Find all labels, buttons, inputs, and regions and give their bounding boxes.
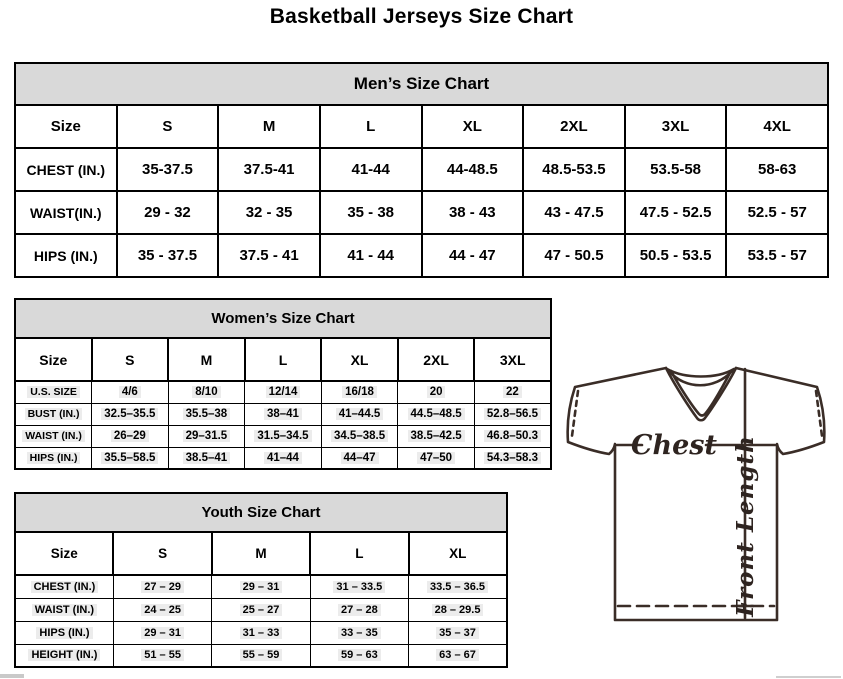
size-value: 22 [474, 381, 551, 403]
table-title: Youth Size Chart [15, 493, 507, 532]
size-value: 8/10 [168, 381, 245, 403]
row-label: U.S. SIZE [15, 381, 92, 403]
row-label: HEIGHT (IN.) [15, 644, 113, 667]
size-value: 32.5–35.5 [92, 403, 169, 425]
table-row [15, 381, 551, 403]
mens-size-table [14, 62, 829, 278]
column-header: S [113, 532, 211, 575]
horizontal-scrollbar-thumb-right[interactable] [776, 676, 841, 678]
size-value: 41-44 [320, 148, 422, 191]
size-value: 37.5-41 [218, 148, 320, 191]
row-label: CHEST (IN.) [15, 148, 117, 191]
table-title: Women’s Size Chart [15, 299, 551, 338]
chest-label: Chest [631, 430, 717, 461]
row-label: WAIST (IN.) [15, 425, 92, 447]
collar-back-arc-1 [667, 369, 734, 377]
row-label: HIPS (IN.) [15, 621, 113, 644]
size-value: 38–41 [245, 403, 322, 425]
row-label: WAIST (IN.) [15, 598, 113, 621]
table-row [15, 403, 551, 425]
size-value: 4/6 [92, 381, 169, 403]
size-value: 53.5 - 57 [726, 234, 828, 277]
size-value: 46.8–50.3 [474, 425, 551, 447]
size-value: 20 [398, 381, 475, 403]
column-header: L [320, 105, 422, 148]
size-value: 29 - 32 [117, 191, 219, 234]
size-value: 26–29 [92, 425, 169, 447]
column-header: L [245, 338, 322, 381]
size-value: 31 – 33.5 [310, 575, 408, 598]
horizontal-scrollbar-thumb-left[interactable] [0, 674, 24, 678]
size-value: 43 - 47.5 [523, 191, 625, 234]
size-value: 38 - 43 [422, 191, 524, 234]
size-value: 35 – 37 [409, 621, 507, 644]
size-value: 63 – 67 [409, 644, 507, 667]
size-value: 44-48.5 [422, 148, 524, 191]
table-title: Men’s Size Chart [15, 63, 828, 105]
size-value: 53.5-58 [625, 148, 727, 191]
column-header: XL [409, 532, 507, 575]
size-value: 47–50 [398, 447, 475, 469]
size-value: 52.5 - 57 [726, 191, 828, 234]
jersey-diagram [563, 364, 831, 626]
size-value: 35 - 38 [320, 191, 422, 234]
size-value: 27 – 29 [113, 575, 211, 598]
size-value: 47 - 50.5 [523, 234, 625, 277]
size-value: 41–44 [245, 447, 322, 469]
column-header: 3XL [474, 338, 551, 381]
table-row [15, 148, 828, 191]
size-value: 16/18 [321, 381, 398, 403]
table-row [15, 191, 828, 234]
size-value: 55 – 59 [212, 644, 310, 667]
size-value: 44–47 [321, 447, 398, 469]
column-header: Size [15, 338, 92, 381]
column-header: 4XL [726, 105, 828, 148]
size-value: 31.5–34.5 [245, 425, 322, 447]
column-header: XL [321, 338, 398, 381]
size-value: 35 - 37.5 [117, 234, 219, 277]
size-value: 32 - 35 [218, 191, 320, 234]
size-value: 38.5–41 [168, 447, 245, 469]
column-header: 2XL [523, 105, 625, 148]
column-header: XL [422, 105, 524, 148]
jersey-outline [568, 368, 825, 620]
size-value: 37.5 - 41 [218, 234, 320, 277]
size-value: 29–31.5 [168, 425, 245, 447]
size-value: 52.8–56.5 [474, 403, 551, 425]
table-row [15, 425, 551, 447]
row-label: BUST (IN.) [15, 403, 92, 425]
size-value: 35.5–58.5 [92, 447, 169, 469]
column-header: Size [15, 105, 117, 148]
table-row [15, 598, 507, 621]
size-value: 35-37.5 [117, 148, 219, 191]
table-row [15, 447, 551, 469]
row-label: HIPS (IN.) [15, 234, 117, 277]
size-value: 58-63 [726, 148, 828, 191]
row-label: HIPS (IN.) [15, 447, 92, 469]
size-value: 12/14 [245, 381, 322, 403]
size-value: 38.5–42.5 [398, 425, 475, 447]
table-row [15, 234, 828, 277]
size-value: 29 – 31 [212, 575, 310, 598]
size-value: 33.5 – 36.5 [409, 575, 507, 598]
column-header: L [310, 532, 408, 575]
size-value: 31 – 33 [212, 621, 310, 644]
size-value: 59 – 63 [310, 644, 408, 667]
table-row [15, 621, 507, 644]
youth-size-table [14, 492, 508, 668]
size-value: 44.5–48.5 [398, 403, 475, 425]
size-value: 41 - 44 [320, 234, 422, 277]
column-header: M [168, 338, 245, 381]
size-value: 51 – 55 [113, 644, 211, 667]
row-label: CHEST (IN.) [15, 575, 113, 598]
row-label: WAIST(IN.) [15, 191, 117, 234]
size-value: 28 – 29.5 [409, 598, 507, 621]
page-title: Basketball Jerseys Size Chart [269, 5, 574, 28]
size-value: 35.5–38 [168, 403, 245, 425]
size-value: 47.5 - 52.5 [625, 191, 727, 234]
size-value: 44 - 47 [422, 234, 524, 277]
column-header: 3XL [625, 105, 727, 148]
table-row [15, 575, 507, 598]
size-value: 33 – 35 [310, 621, 408, 644]
column-header: S [117, 105, 219, 148]
table-row [15, 644, 507, 667]
size-value: 24 – 25 [113, 598, 211, 621]
size-value: 50.5 - 53.5 [625, 234, 727, 277]
size-value: 25 – 27 [212, 598, 310, 621]
column-header: M [218, 105, 320, 148]
column-header: S [92, 338, 169, 381]
column-header: M [212, 532, 310, 575]
size-value: 34.5–38.5 [321, 425, 398, 447]
size-value: 48.5-53.5 [523, 148, 625, 191]
column-header: Size [15, 532, 113, 575]
size-value: 41–44.5 [321, 403, 398, 425]
womens-size-table [14, 298, 552, 470]
column-header: 2XL [398, 338, 475, 381]
size-value: 27 – 28 [310, 598, 408, 621]
size-value: 29 – 31 [113, 621, 211, 644]
front-length-label: Front Length [732, 435, 759, 617]
size-value: 54.3–58.3 [474, 447, 551, 469]
